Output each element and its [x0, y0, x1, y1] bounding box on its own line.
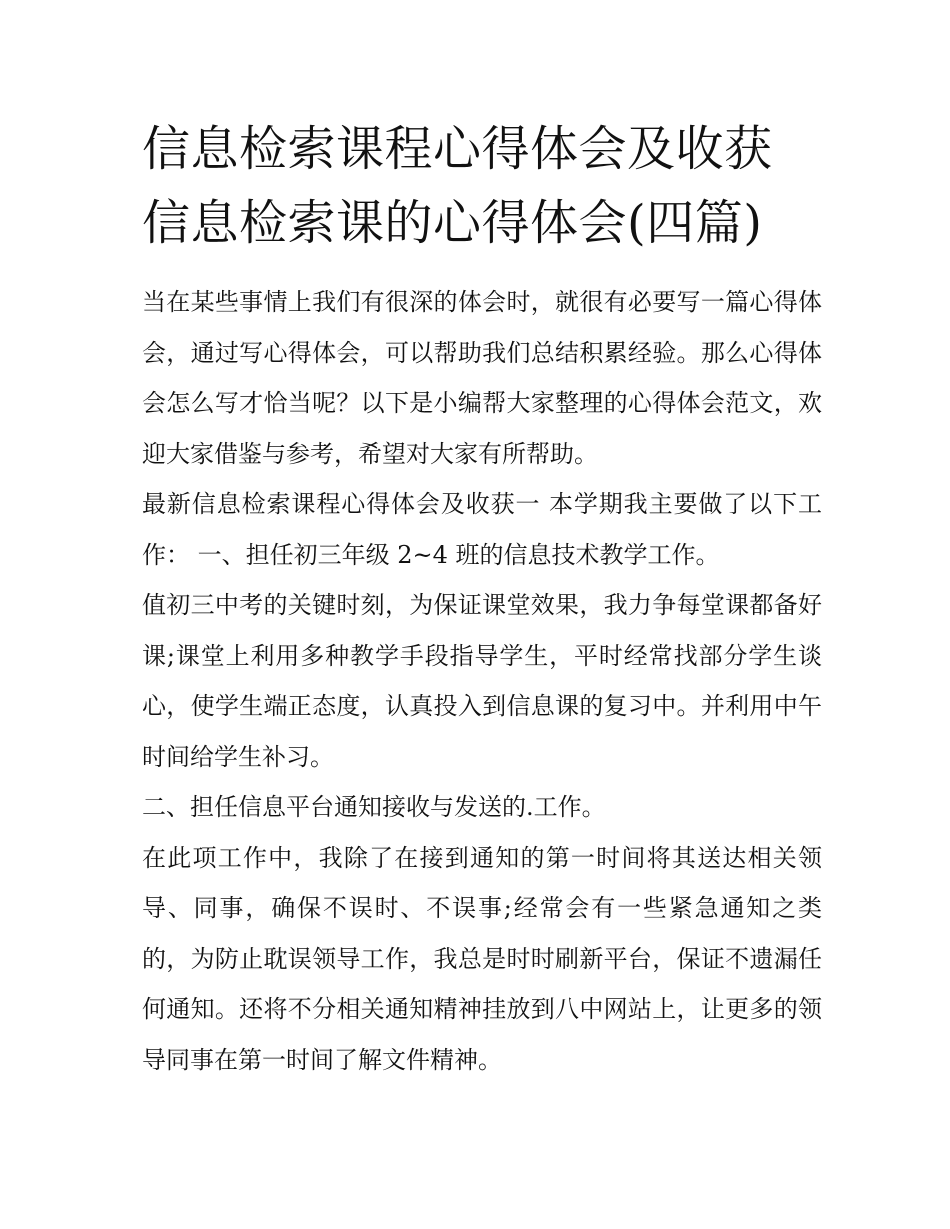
document-body [142, 277, 822, 1085]
paragraph-teaching: 值初三中考的关键时刻，为保证课堂效果，我力争每堂课都备好课;课堂上利用多种教学手段指导学生，平时经常找部分学生谈心，使学生端正态度，认真投入到信息课的复习中。并利用中午时间给学生补习。 [142, 591, 822, 771]
paragraph-notifications: 在此项工作中，我除了在接到通知的第一时间将其送达相关领导、同事，确保不误时、不误事;经常会有一些紧急通知之类的，为防止耽误领导工作，我总是时时刷新平台，保证不遗漏任何通知。还将不分相关通知精神挂放到八中网站上，让更多的领导同事在第一时间了解文件精神。 [142, 843, 822, 1074]
title-line-1: 信息检索课程心得体会及收获 [142, 121, 773, 177]
document-title [142, 112, 822, 260]
title-line-2: 信息检索课的心得体会(四篇) [142, 195, 763, 251]
paragraph-intro: 当在某些事情上我们有很深的体会时，就很有必要写一篇心得体会，通过写心得体会，可以帮助我们总结积累经验。那么心得体会怎么写才恰当呢？以下是小编帮大家整理的心得体会范文，欢迎大家借鉴与参考，希望对大家有所帮助。 [142, 288, 822, 468]
paragraph-work-summary: 最新信息检索课程心得体会及收获一 本学期我主要做了以下工作： 一、担任初三年级 2~4 班的信息技术教学工作。 [142, 490, 822, 569]
paragraph-section-two-heading: 二、担任信息平台通知接收与发送的.工作。 [142, 793, 606, 821]
